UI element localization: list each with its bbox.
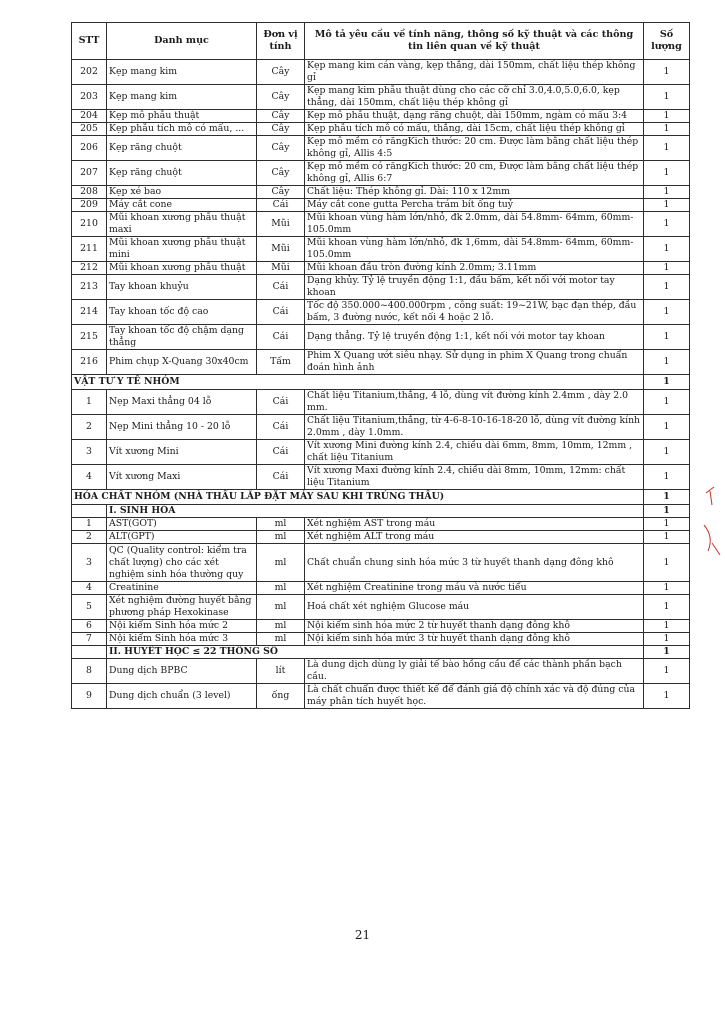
quantity-cell: 1 xyxy=(644,505,690,518)
stt-cell: 7 xyxy=(72,633,107,646)
stt-cell: 203 xyxy=(72,85,107,110)
section-title: HÓA CHẤT NHÓM (NHÀ THẦU LẮP ĐẶT MÁY SAU KHI TRÚNG THẦU) xyxy=(72,490,644,505)
quantity-cell: 1 xyxy=(644,390,690,415)
category-cell: Creatinine xyxy=(107,582,257,595)
quantity-cell: 1 xyxy=(644,620,690,633)
description-cell: Xét nghiệm ALT trong máu xyxy=(305,531,644,544)
subsection-row xyxy=(72,505,690,518)
stt-cell: 208 xyxy=(72,186,107,199)
unit-cell: ml xyxy=(257,544,305,582)
section-title: VẬT TƯ Y TẾ NHÓM xyxy=(72,375,644,390)
unit-cell: Cái xyxy=(257,275,305,300)
unit-cell: ml xyxy=(257,531,305,544)
table-row xyxy=(72,212,690,237)
description-cell: Kẹp mô mềm có răngKich thước: 20 cm. Được làm bằng chất liệu thép không gỉ, Allis 4:5 xyxy=(305,136,644,161)
table-row xyxy=(72,123,690,136)
category-cell: Mũi khoan xương phẫu thuật xyxy=(107,262,257,275)
stt-cell: 216 xyxy=(72,350,107,375)
table-row xyxy=(72,300,690,325)
description-cell: Vít xương Mini đường kính 2.4, chiều dài 6mm, 8mm, 10mm, 12mm , chất liệu Titanium xyxy=(305,440,644,465)
description-cell: Kẹp mang kim phẫu thuật dùng cho các cỡ chỉ 3.0,4.0,5.0,6.0, kẹp thẳng, dài 150mm, chất liệu thép không gỉ xyxy=(305,85,644,110)
table-row xyxy=(72,390,690,415)
stt-cell: 5 xyxy=(72,595,107,620)
description-cell: Dạng khủy. Tỷ lệ truyền động 1:1, đầu bấm, kết nối với motor tay khoan xyxy=(305,275,644,300)
description-cell: Là chất chuẩn được thiết kế để đánh giá độ chính xác và độ đúng của máy phân tích huyết học. xyxy=(305,684,644,709)
description-cell: Kẹp mô phẫu thuật, dạng răng chuột, dài 150mm, ngàm có mấu 3:4 xyxy=(305,110,644,123)
unit-cell: Cái xyxy=(257,300,305,325)
unit-cell: Cái xyxy=(257,325,305,350)
header-unit: Đơn vị tính xyxy=(257,23,305,60)
description-cell: Kẹp mang kim cán vàng, kẹp thẳng, dài 150mm, chất liệu thép không gỉ xyxy=(305,60,644,85)
quantity-cell: 1 xyxy=(644,544,690,582)
quantity-cell: 1 xyxy=(644,415,690,440)
category-cell: Kẹp răng chuột xyxy=(107,136,257,161)
description-cell: Xét nghiệm AST trong máu xyxy=(305,518,644,531)
category-cell: Mũi khoan xương phẫu thuật maxi xyxy=(107,212,257,237)
quantity-cell: 1 xyxy=(644,646,690,659)
quantity-cell: 1 xyxy=(644,275,690,300)
category-cell: Dung dịch BPBC xyxy=(107,659,257,684)
category-cell: Xét nghiệm đường huyết bằng phương pháp Hexokinase xyxy=(107,595,257,620)
quantity-cell: 1 xyxy=(644,237,690,262)
stamp-mark xyxy=(700,485,724,565)
stt-cell: 204 xyxy=(72,110,107,123)
quantity-cell: 1 xyxy=(644,350,690,375)
unit-cell: Mũi xyxy=(257,237,305,262)
category-cell: Nẹp Mini thẳng 10 - 20 lỗ xyxy=(107,415,257,440)
table-row xyxy=(72,633,690,646)
table-row xyxy=(72,136,690,161)
stt-cell: 207 xyxy=(72,161,107,186)
description-cell: Máy cắt cone gutta Percha trám bít ống tuỷ xyxy=(305,199,644,212)
quantity-cell: 1 xyxy=(644,465,690,490)
quantity-cell: 1 xyxy=(644,186,690,199)
header-row xyxy=(72,23,690,60)
subsection-row xyxy=(72,646,690,659)
table-row xyxy=(72,237,690,262)
category-cell: Nội kiểm Sinh hóa mức 3 xyxy=(107,633,257,646)
category-cell: Nội kiểm Sinh hóa mức 2 xyxy=(107,620,257,633)
stt-cell: 1 xyxy=(72,518,107,531)
description-cell: Dạng thẳng. Tỷ lệ truyền động 1:1, kết nối với motor tay khoan xyxy=(305,325,644,350)
stt-cell: 209 xyxy=(72,199,107,212)
quantity-cell: 1 xyxy=(644,531,690,544)
quantity-cell: 1 xyxy=(644,440,690,465)
description-cell: Kẹp mô mềm có răngKich thước: 20 cm, Được làm bằng chất liệu thép không gỉ, Allis 6:7 xyxy=(305,161,644,186)
quantity-cell: 1 xyxy=(644,60,690,85)
unit-cell: Cây xyxy=(257,136,305,161)
unit-cell: lít xyxy=(257,659,305,684)
table-row xyxy=(72,85,690,110)
quantity-cell: 1 xyxy=(644,595,690,620)
table-row xyxy=(72,161,690,186)
category-cell: Nẹp Maxi thẳng 04 lỗ xyxy=(107,390,257,415)
category-cell: Vít xương Maxi xyxy=(107,465,257,490)
header-stt: STT xyxy=(72,23,107,60)
category-cell: AST(GOT) xyxy=(107,518,257,531)
section-row xyxy=(72,375,690,390)
unit-cell: Cái xyxy=(257,199,305,212)
table-row xyxy=(72,415,690,440)
unit-cell: ml xyxy=(257,620,305,633)
quantity-cell: 1 xyxy=(644,161,690,186)
category-cell: Máy cắt cone xyxy=(107,199,257,212)
stt-cell: 210 xyxy=(72,212,107,237)
unit-cell: Cây xyxy=(257,186,305,199)
table-row xyxy=(72,582,690,595)
unit-cell: Cây xyxy=(257,123,305,136)
table-row xyxy=(72,465,690,490)
header-description: Mô tả yêu cầu về tính năng, thông số kỹ thuật và các thông tin liên quan về kỹ thuật xyxy=(305,23,644,60)
description-cell: Chất liệu Titanium,thẳng, 4 lỗ, dùng vít đường kính 2.4mm , dày 2.0 mm. xyxy=(305,390,644,415)
table-row xyxy=(72,518,690,531)
unit-cell: ml xyxy=(257,518,305,531)
description-cell: Chất chuẩn chung sinh hóa mức 3 từ huyết thanh dạng đông khô xyxy=(305,544,644,582)
stt-cell: 205 xyxy=(72,123,107,136)
stt-cell: 2 xyxy=(72,415,107,440)
stt-cell: 1 xyxy=(72,390,107,415)
category-cell: Kẹp xé bao xyxy=(107,186,257,199)
stt-cell: 202 xyxy=(72,60,107,85)
stt-cell: 212 xyxy=(72,262,107,275)
description-cell: Chất liệu Titanium,thẳng, từ 4-6-8-10-16-18-20 lỗ, dùng vít đường kính 2.0mm , dày 1.0mm. xyxy=(305,415,644,440)
category-cell: Dung dịch chuẩn (3 level) xyxy=(107,684,257,709)
table-row xyxy=(72,325,690,350)
table-row xyxy=(72,684,690,709)
blank-cell xyxy=(72,505,107,518)
table-row xyxy=(72,595,690,620)
quantity-cell: 1 xyxy=(644,199,690,212)
page-number: 21 xyxy=(354,928,371,942)
quantity-cell: 1 xyxy=(644,325,690,350)
unit-cell: ml xyxy=(257,595,305,620)
description-cell: Mũi khoan vùng hàm lớn/nhỏ, đk 2.0mm, dài 54.8mm- 64mm, 60mm-105.0mm xyxy=(305,212,644,237)
stt-cell: 211 xyxy=(72,237,107,262)
unit-cell: Cái xyxy=(257,390,305,415)
quantity-cell: 1 xyxy=(644,136,690,161)
unit-cell: Cây xyxy=(257,161,305,186)
unit-cell: Tấm xyxy=(257,350,305,375)
table-row xyxy=(72,544,690,582)
stt-cell: 2 xyxy=(72,531,107,544)
category-cell: Tay khoan tốc độ cao xyxy=(107,300,257,325)
category-cell: Kẹp phẫu tích mô có mấu, ... xyxy=(107,123,257,136)
table-row xyxy=(72,659,690,684)
description-cell: Phim X Quang ướt siêu nhạy. Sử dụng in phim X Quang trong chuẩn đoán hình ảnh xyxy=(305,350,644,375)
category-cell: Kẹp mang kim xyxy=(107,60,257,85)
stt-cell: 214 xyxy=(72,300,107,325)
quantity-cell: 1 xyxy=(644,262,690,275)
category-cell: QC (Quality control: kiểm tra chất lượng) cho các xét nghiệm sinh hóa thường quy xyxy=(107,544,257,582)
unit-cell: Cái xyxy=(257,415,305,440)
category-cell: Kẹp mang kim xyxy=(107,85,257,110)
description-cell: Hoá chất xét nghiệm Glucose máu xyxy=(305,595,644,620)
category-cell: Tay khoan tốc độ chậm dạng thẳng xyxy=(107,325,257,350)
unit-cell: ml xyxy=(257,633,305,646)
stt-cell: 8 xyxy=(72,659,107,684)
section-row xyxy=(72,490,690,505)
table-row xyxy=(72,620,690,633)
quantity-cell: 1 xyxy=(644,212,690,237)
quantity-cell: 1 xyxy=(644,85,690,110)
quantity-cell: 1 xyxy=(644,684,690,709)
quantity-cell: 1 xyxy=(644,123,690,136)
stt-cell: 6 xyxy=(72,620,107,633)
quantity-cell: 1 xyxy=(644,659,690,684)
table-body xyxy=(72,60,690,709)
subsection-title: I. SINH HÓA xyxy=(107,505,644,518)
table-row xyxy=(72,186,690,199)
table-row xyxy=(72,531,690,544)
category-cell: Phim chụp X-Quang 30x40cm xyxy=(107,350,257,375)
quantity-cell: 1 xyxy=(644,300,690,325)
unit-cell: Cái xyxy=(257,465,305,490)
unit-cell: Cái xyxy=(257,440,305,465)
description-cell: Mũi khoan vùng hàm lớn/nhỏ, đk 1,6mm, dài 54.8mm- 64mm, 60mm-105.0mm xyxy=(305,237,644,262)
stt-cell: 3 xyxy=(72,440,107,465)
unit-cell: ml xyxy=(257,582,305,595)
table-row xyxy=(72,60,690,85)
stt-cell: 3 xyxy=(72,544,107,582)
table-row xyxy=(72,350,690,375)
stt-cell: 9 xyxy=(72,684,107,709)
category-cell: Tay khoan khuỷu xyxy=(107,275,257,300)
description-cell: Kẹp phẫu tích mô có mấu, thẳng, dài 15cm, chất liệu thép không gỉ xyxy=(305,123,644,136)
unit-cell: Mũi xyxy=(257,212,305,237)
quantity-cell: 1 xyxy=(644,490,690,505)
blank-cell xyxy=(72,646,107,659)
description-cell: Là dung dịch dùng ly giải tế bào hồng cầu để các thành phần bạch cầu. xyxy=(305,659,644,684)
stt-cell: 213 xyxy=(72,275,107,300)
quantity-cell: 1 xyxy=(644,375,690,390)
category-cell: Kẹp răng chuột xyxy=(107,161,257,186)
description-cell: Chất liệu: Thép không gỉ. Dài: 110 x 12mm xyxy=(305,186,644,199)
header-quantity: Số lượng xyxy=(644,23,690,60)
unit-cell: Cây xyxy=(257,85,305,110)
quantity-cell: 1 xyxy=(644,633,690,646)
category-cell: Vít xương Mini xyxy=(107,440,257,465)
quantity-cell: 1 xyxy=(644,518,690,531)
description-cell: Xét nghiệm Creatinine trong máu và nước tiểu xyxy=(305,582,644,595)
description-cell: Tốc độ 350.000~400.000rpm , công suất: 19~21W, bạc đạn thép, đầu bấm, 3 đường nước, kết nối 4 hoặc 2 lỗ. xyxy=(305,300,644,325)
description-cell: Nội kiểm sinh hóa mức 3 từ huyết thanh dạng đông khô xyxy=(305,633,644,646)
subsection-title: II. HUYẾT HỌC ≤ 22 THÔNG SỐ xyxy=(107,646,644,659)
stt-cell: 4 xyxy=(72,582,107,595)
description-cell: Nội kiểm sinh hóa mức 2 từ huyết thanh dạng đông khô xyxy=(305,620,644,633)
quantity-cell: 1 xyxy=(644,582,690,595)
table-row xyxy=(72,262,690,275)
stt-cell: 206 xyxy=(72,136,107,161)
table-row xyxy=(72,199,690,212)
category-cell: ALT(GPT) xyxy=(107,531,257,544)
quantity-cell: 1 xyxy=(644,110,690,123)
table-row xyxy=(72,275,690,300)
description-cell: Mũi khoan đầu tròn đường kính 2.0mm; 3.11mm xyxy=(305,262,644,275)
unit-cell: ống xyxy=(257,684,305,709)
category-cell: Mũi khoan xương phẫu thuật mini xyxy=(107,237,257,262)
unit-cell: Cây xyxy=(257,60,305,85)
table-row xyxy=(72,110,690,123)
stt-cell: 4 xyxy=(72,465,107,490)
stt-cell: 215 xyxy=(72,325,107,350)
description-cell: Vít xương Maxi đường kính 2.4, chiều dài 8mm, 10mm, 12mm: chất liệu Titanium xyxy=(305,465,644,490)
table-row xyxy=(72,440,690,465)
category-cell: Kẹp mô phẫu thuật xyxy=(107,110,257,123)
procurement-table xyxy=(71,22,690,709)
header-category: Danh mục xyxy=(107,23,257,60)
unit-cell: Mũi xyxy=(257,262,305,275)
unit-cell: Cây xyxy=(257,110,305,123)
